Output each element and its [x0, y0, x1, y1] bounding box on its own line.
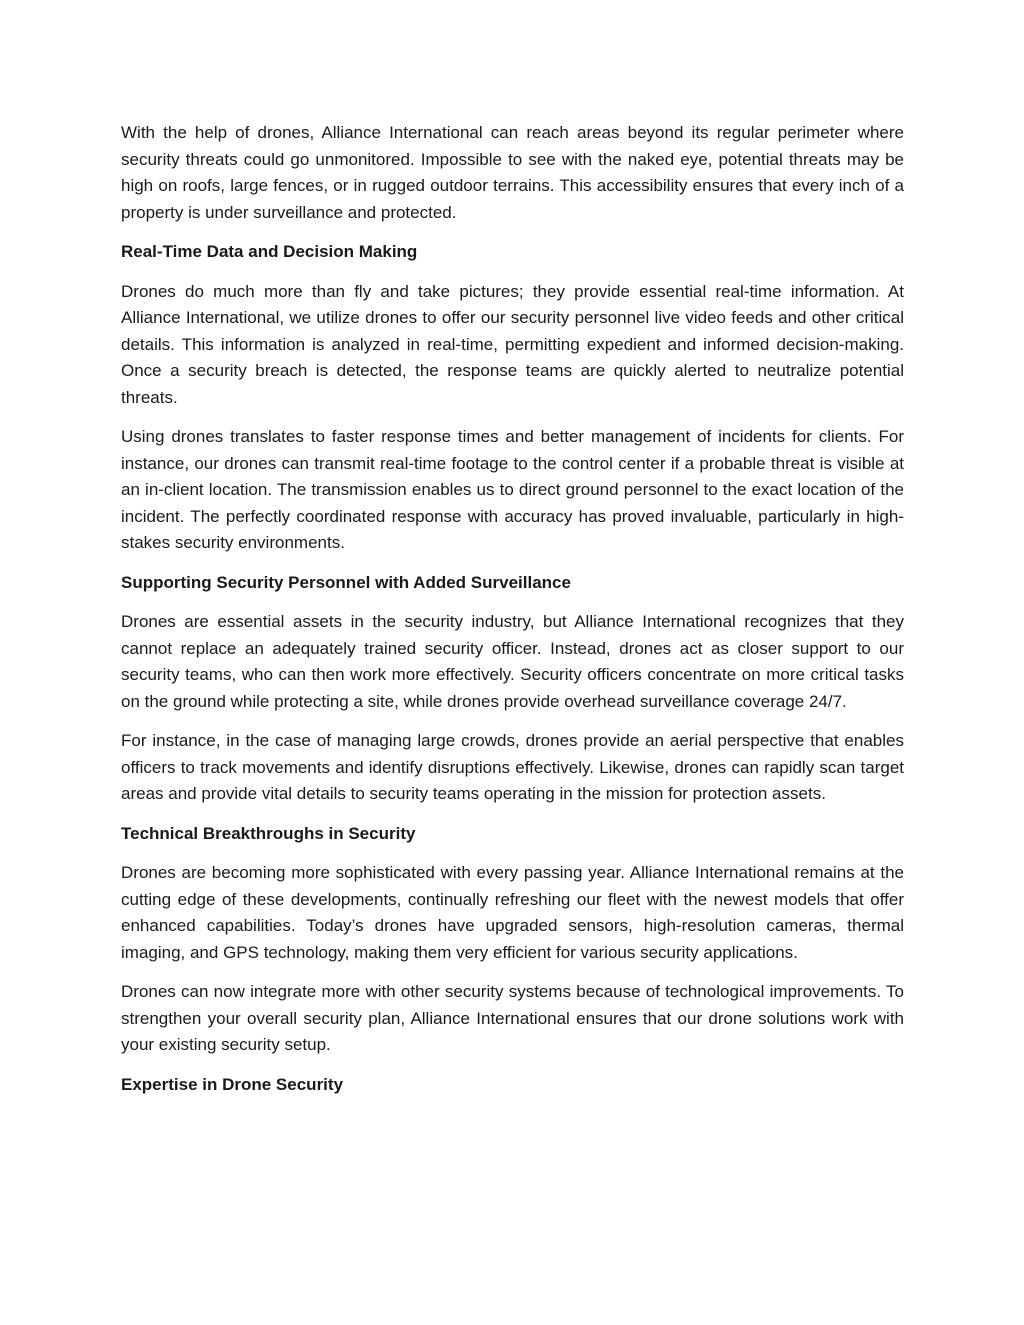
heading-technical-breakthroughs: Technical Breakthroughs in Security	[121, 823, 416, 843]
document-page	[121, 120, 904, 1111]
paragraph-real-time-info: Drones do much more than fly and take pictures; they provide essential real-time information. At Alliance International, we utilize drones to offer our security personnel live video feeds and other critical details. This information is analyzed in real-time, permitting expedient and informed decision-making. Once a security breach is detected, the response teams are quickly alerted to neutralize potential threats.	[121, 281, 904, 407]
paragraph-drone-reach: With the help of drones, Alliance International can reach areas beyond its regular perimeter where security threats could go unmonitored. Impossible to see with the naked eye, potential threats may be high on roofs, large fences, or in rugged outdoor terrains. This accessibility ensures that every inch of a property is under surveillance and protected.	[121, 123, 904, 222]
heading-real-time-data: Real-Time Data and Decision Making	[121, 242, 418, 261]
paragraph-crowd-management: For instance, in the case of managing large crowds, drones provide an aerial perspective that enables officers to track movements and identify disruptions effectively. Likewise, drones can rapidly scan target areas and provide vital details to security teams operating in the mission for protection assets.	[121, 731, 904, 803]
heading-expertise-drone-security: Expertise in Drone Security	[121, 1074, 344, 1094]
paragraph-essential-assets: Drones are essential assets in the security industry, but Alliance International recognizes that they cannot replace an adequately trained security officer. Instead, drones act as closer support to our security teams, who can then work more effectively. Security officers concentrate on more critical tasks on the ground while protecting a site, while drones provide overhead surveillance coverage 24/7.	[121, 612, 904, 711]
paragraph-sophisticated-drones: Drones are becoming more sophisticated with every passing year. Alliance International remains at the cutting edge of these developments, continually refreshing our fleet with the newest models that offer enhanced capabilities. Today’s drones have upgraded sensors, high-resolution cameras, thermal imaging, and GPS technology, making them very efficient for various security applications.	[121, 863, 904, 962]
paragraph-system-integration: Drones can now integrate more with other security systems because of technological improvements. To strengthen your overall security plan, Alliance International ensures that our drone solutions work with your existing security setup.	[121, 982, 904, 1054]
heading-supporting-personnel: Supporting Security Personnel with Added Surveillance	[121, 572, 571, 592]
paragraph-response-times: Using drones translates to faster response times and better management of incidents for clients. For instance, our drones can transmit real-time footage to the control center if a probable threat is visible at an in-client location. The transmission enables us to direct ground personnel to the exact location of the incident. The perfectly coordinated response with accuracy has proved invaluable, particularly in high-stakes security environments.	[121, 427, 904, 552]
